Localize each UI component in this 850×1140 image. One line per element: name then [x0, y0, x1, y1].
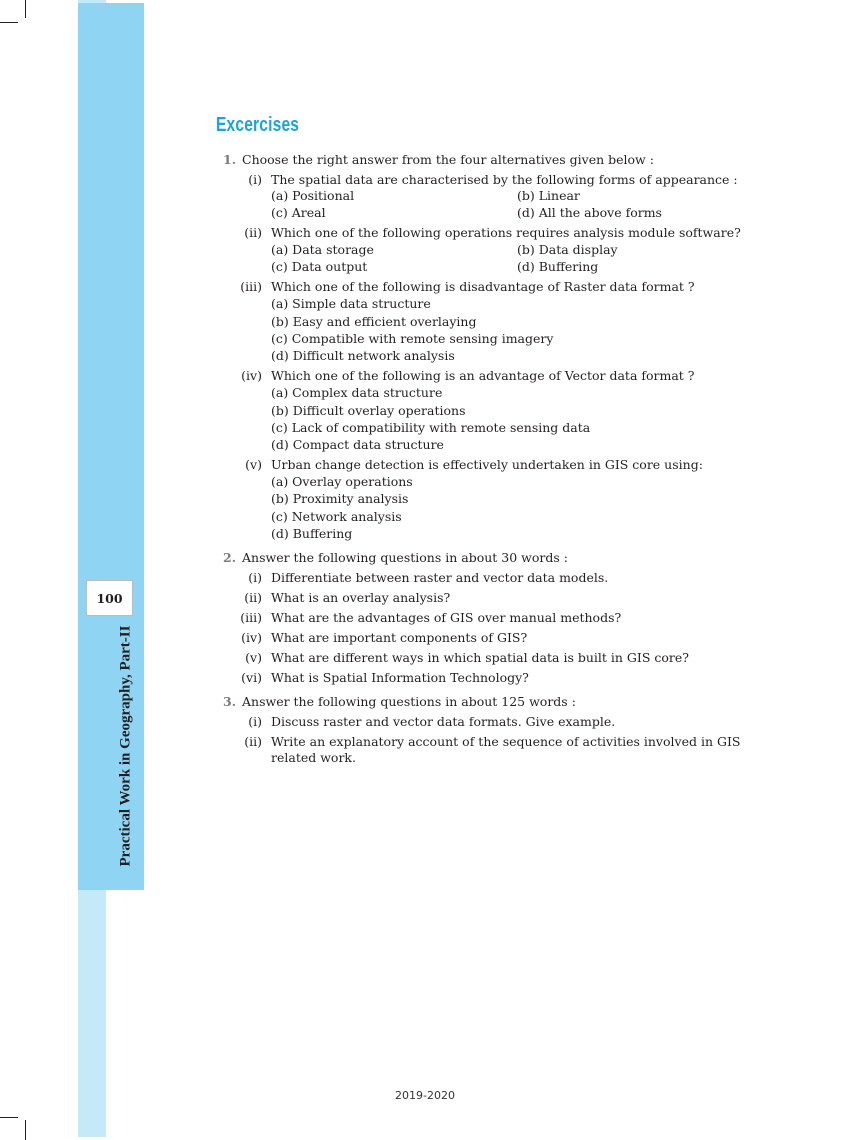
crop-mark: [0, 1117, 18, 1118]
option: (d) Compact data structure: [271, 437, 444, 452]
question-text: Answer the following questions in about 125 words :: [242, 694, 576, 709]
subquestion-text: Urban change detection is effectively undertaken in GIS core using:: [271, 457, 703, 472]
subquestion-number: (i): [248, 172, 262, 187]
subquestion-text: What is Spatial Information Technology?: [271, 670, 529, 685]
subquestion-number: (iv): [241, 630, 262, 645]
option: (b) Data display: [517, 242, 618, 257]
question-number: 2.: [223, 550, 237, 565]
option: (b) Proximity analysis: [271, 491, 409, 506]
option: (a) Simple data structure: [271, 296, 431, 311]
question-number: 1.: [223, 152, 237, 167]
option: (c) Network analysis: [271, 509, 402, 524]
subquestion-number: (v): [245, 650, 262, 665]
option: (d) Buffering: [517, 259, 599, 274]
option: (d) All the above forms: [517, 205, 662, 220]
option: (d) Difficult network analysis: [271, 348, 455, 363]
subquestion-text: Which one of the following is an advantage of Vector data format ?: [271, 368, 695, 383]
option: (c) Areal: [271, 205, 326, 220]
question-text: Choose the right answer from the four alternatives given below :: [242, 152, 654, 167]
option: (a) Positional: [271, 188, 355, 203]
subquestion-number: (iv): [241, 368, 262, 383]
subquestion-text: Which one of the following operations requires analysis module software?: [271, 225, 741, 240]
subquestion-number: (v): [245, 457, 262, 472]
subquestion-text: Which one of the following is disadvantage of Raster data format ?: [271, 279, 695, 294]
crop-mark: [25, 0, 26, 18]
subquestion-text: What is an overlay analysis?: [271, 590, 451, 605]
option: (b) Difficult overlay operations: [271, 403, 466, 418]
crop-mark: [0, 22, 18, 23]
question-text: Answer the following questions in about 30 words :: [242, 550, 568, 565]
subquestion-text: Discuss raster and vector data formats. Give example.: [271, 714, 616, 729]
running-title: Practical Work in Geography, Part-II: [117, 625, 134, 867]
section-heading: Excercises: [216, 114, 300, 136]
option: (c) Lack of compatibility with remote sensing data: [271, 420, 591, 435]
subquestion-number: (vi): [241, 670, 262, 685]
option: (c) Compatible with remote sensing imagery: [271, 331, 554, 346]
subquestion-text-continued: related work.: [271, 750, 356, 765]
question-number: 3.: [223, 694, 237, 709]
subquestion-text: Write an explanatory account of the sequence of activities involved in GIS: [271, 734, 741, 749]
subquestion-text: What are different ways in which spatial data is built in GIS core?: [271, 650, 689, 665]
option: (a) Complex data structure: [271, 385, 443, 400]
subquestion-number: (iii): [240, 279, 262, 294]
option: (d) Buffering: [271, 526, 353, 541]
subquestion-text: Differentiate between raster and vector data models.: [271, 570, 609, 585]
subquestion-text: What are important components of GIS?: [271, 630, 528, 645]
option: (b) Linear: [517, 188, 580, 203]
page-number: 100: [86, 580, 133, 616]
subquestion-number: (iii): [240, 610, 262, 625]
subquestion-number: (ii): [244, 590, 262, 605]
option: (a) Overlay operations: [271, 474, 413, 489]
subquestion-number: (ii): [244, 734, 262, 749]
footer-year: 2019-2020: [395, 1089, 455, 1102]
subquestion-text: The spatial data are characterised by the following forms of appearance :: [271, 172, 738, 187]
subquestion-number: (i): [248, 714, 262, 729]
subquestion-number: (ii): [244, 225, 262, 240]
subquestion-number: (i): [248, 570, 262, 585]
option: (b) Easy and efficient overlaying: [271, 314, 477, 329]
option: (c) Data output: [271, 259, 368, 274]
option: (a) Data storage: [271, 242, 374, 257]
crop-mark: [25, 1120, 26, 1140]
subquestion-text: What are the advantages of GIS over manual methods?: [271, 610, 622, 625]
